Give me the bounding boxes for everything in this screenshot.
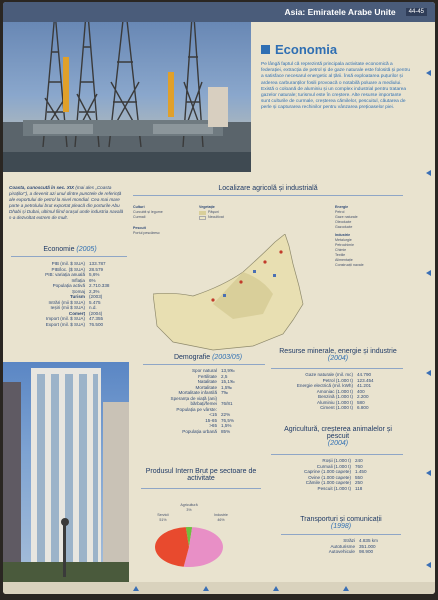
divider bbox=[11, 256, 127, 257]
legend-energie bbox=[335, 205, 364, 268]
stat-label: Curmali (1.000 t) bbox=[316, 463, 351, 469]
caption-text: (mai ales „Coasta piraților”), a devenit azi unul dintre punctele de referință ale exportului de petrol la nivel mondial. Cea mai mare parte a petrolului brut exportat pleacă din porturile Abu Dhabi și Dubai, ultimul fiind orașul unde industria navală s-a dezvoltat extrem de mult. bbox=[9, 185, 124, 220]
legend-item: Gaze naturale bbox=[335, 215, 358, 219]
oil-rig-photo bbox=[3, 2, 251, 172]
stat-value: 1,5% bbox=[221, 423, 232, 428]
stat-label: Turism bbox=[70, 294, 85, 299]
page-number: 44-45 bbox=[406, 8, 427, 16]
legend-item: Petrochimie bbox=[335, 243, 354, 247]
transport-year: (1998) bbox=[330, 523, 352, 530]
transport-title bbox=[283, 516, 399, 530]
economie-year: (2005) bbox=[76, 246, 97, 253]
stat-value: 580 bbox=[357, 399, 365, 405]
stat-value: 760 bbox=[355, 463, 363, 469]
legend-industrie-title: Industrie bbox=[335, 233, 351, 237]
stat-value: 351.000 bbox=[359, 543, 376, 549]
pie-value-label: 51% bbox=[159, 518, 167, 522]
resurse-year: (2004) bbox=[327, 355, 349, 362]
legend-item: Curmali bbox=[133, 215, 146, 219]
divider bbox=[271, 454, 403, 455]
skyscraper-photo bbox=[3, 362, 129, 588]
legend-energie-title: Energie bbox=[335, 205, 349, 209]
economy-heading bbox=[261, 42, 337, 57]
stat-value: 28.579 bbox=[89, 266, 104, 272]
stat-label: Energie electrică (mil. kWh) bbox=[296, 383, 353, 388]
agricultura-title-label: Agricultură, creșterea animalelor și pescuit bbox=[284, 426, 392, 440]
stat-value: 4.835 km bbox=[359, 538, 378, 543]
stat-label: Șomaj bbox=[71, 288, 85, 294]
page-header bbox=[3, 2, 435, 22]
transport-table bbox=[309, 538, 399, 555]
stat-label: Cămile (1.000 capete) bbox=[305, 480, 351, 485]
economie-title bbox=[11, 246, 129, 253]
margin-marker bbox=[426, 470, 431, 476]
stat-value: 2,5 bbox=[221, 373, 228, 379]
pie-category-label: Servicii bbox=[157, 513, 169, 517]
bottom-marker bbox=[203, 586, 209, 591]
economie-title-label: Economie bbox=[43, 246, 75, 253]
stat-label: Autovehicule bbox=[328, 549, 355, 554]
stat-value: 76,5% bbox=[221, 417, 235, 423]
stat-row bbox=[273, 486, 391, 492]
stat-label: <15 bbox=[209, 412, 217, 417]
stat-label: PIB (mil. $ SUA) bbox=[51, 261, 85, 266]
legend-item-label: Necultivat bbox=[208, 215, 224, 219]
stat-value: 15,1‰ bbox=[221, 379, 235, 384]
legend-item: Curcubit și legume bbox=[133, 210, 163, 214]
stat-label: Fertilitate bbox=[198, 373, 217, 379]
stat-label: Benzină (1.000 t) bbox=[318, 394, 353, 399]
stat-label: Export (mil. $ SUA) bbox=[45, 321, 85, 327]
stat-label: Populația pe vârste: bbox=[176, 406, 217, 412]
economy-heading-label: Economia bbox=[275, 42, 338, 57]
stat-label: Speranța de viață (ani) bbox=[170, 395, 217, 401]
stat-label: Străzi bbox=[343, 538, 355, 543]
stat-label: Intrări (mii $ SUA) bbox=[48, 299, 85, 305]
stat-value: 5,6% bbox=[89, 272, 100, 277]
divider bbox=[271, 368, 403, 369]
economy-text: Pe lângă faptul că reprezintă principala activitate economică a federației, extracția de petrol și de gaze naturale este folosită și pentru a satisface necesarul energetic al țării. Însă exploatarea puțurilor și arderea carburanților fosili provoacă o notabilă poluare a mediului. Există o coloană de aluminiu și un complex industrial pentru tratarea gazelor naturale; turismul este în creștere. Alte resurse importante sunt culturile de curmale, creșterea cămilelor, pescuitul, căutarea de perle și capturarea rechinilor pentru vânzarea prețioaselor piei. bbox=[261, 62, 411, 111]
legend-item bbox=[199, 215, 224, 220]
margin-marker bbox=[426, 170, 431, 176]
stat-row bbox=[11, 322, 127, 328]
legend-vegetatie-title: Vegetație bbox=[199, 205, 215, 209]
stat-value: 2.710.338 bbox=[89, 283, 110, 288]
uncultivated-swatch bbox=[199, 216, 206, 220]
stat-value: (2004) bbox=[89, 310, 103, 316]
stat-value: 44.790 bbox=[357, 372, 372, 377]
pie-slice bbox=[155, 527, 189, 567]
divider bbox=[141, 488, 261, 489]
skyscraper-illustration bbox=[3, 362, 129, 588]
stat-value: 2.200 bbox=[357, 394, 369, 399]
legend-vegetatie bbox=[199, 205, 224, 220]
legend-item: Oleoducte bbox=[335, 220, 352, 224]
stat-label: Petrol (1.000 t) bbox=[322, 377, 353, 383]
stat-value: 123.454 bbox=[357, 377, 374, 383]
legend-pescuit-title: Pescuit bbox=[133, 226, 146, 230]
economie-table bbox=[11, 261, 127, 327]
legend-item: Metalurgie bbox=[335, 238, 352, 242]
legend-item: Chimie bbox=[335, 248, 347, 252]
stat-value: 1,5‰ bbox=[221, 384, 232, 390]
stat-value: 550 bbox=[355, 474, 363, 480]
pasture-swatch bbox=[199, 211, 206, 215]
stat-value: 13,9‰ bbox=[221, 368, 235, 373]
pie-value-label: 46% bbox=[217, 518, 225, 522]
divider bbox=[143, 364, 265, 365]
divider bbox=[281, 534, 401, 535]
stat-value: 1.450 bbox=[355, 469, 367, 474]
bottom-strip bbox=[3, 582, 435, 594]
stat-value: 5.475 bbox=[89, 299, 101, 305]
stat-label: Mortalitate infantilă bbox=[178, 390, 217, 395]
stat-label: Aluminiu (1.000 t) bbox=[316, 399, 353, 405]
stat-value: 400 bbox=[357, 388, 365, 394]
legend-item: Gazoducte bbox=[335, 225, 353, 229]
resurse-title bbox=[273, 348, 403, 362]
stat-label: Caprine (1.000 capete) bbox=[304, 469, 351, 474]
demografie-title-label: Demografie bbox=[173, 354, 211, 361]
legend-culturi bbox=[133, 205, 163, 236]
oil-rig-illustration bbox=[3, 2, 251, 172]
agricultura-table bbox=[273, 458, 391, 491]
pib-pie-chart bbox=[141, 492, 261, 582]
photo-caption bbox=[9, 185, 127, 221]
stat-value: 98.900 bbox=[359, 549, 374, 554]
stat-label: Populația activă bbox=[52, 283, 85, 288]
stat-label: PIB: variația anuală bbox=[45, 272, 85, 277]
stat-row bbox=[141, 429, 261, 435]
stat-label: Populația urbană bbox=[182, 428, 217, 434]
stat-label: Ciment (1.000 t) bbox=[320, 405, 353, 410]
chapter-title: Asia: Emiratele Arabe Unite bbox=[284, 7, 396, 17]
uae-map bbox=[153, 234, 333, 352]
stat-row bbox=[261, 405, 395, 411]
stat-value: 76/81 bbox=[221, 401, 233, 406]
stat-label: bărbați/femei bbox=[190, 401, 217, 406]
stat-label: >65 bbox=[209, 423, 217, 428]
stat-label: Ieșiri (mii $ SUA) bbox=[50, 305, 85, 310]
section-square-icon bbox=[261, 45, 270, 54]
stat-value: 6% bbox=[89, 277, 96, 283]
stat-value: 47.355 bbox=[89, 316, 104, 321]
pie-category-label: Agricultură bbox=[180, 503, 198, 507]
caption-lead: Coasta, cunoscută în sec. XIX bbox=[9, 185, 75, 190]
stat-label: Roșii (1.000 t) bbox=[322, 458, 351, 463]
stat-label: Gaze naturale (mil. mc) bbox=[305, 372, 353, 377]
atlas-page bbox=[3, 2, 435, 594]
margin-marker bbox=[426, 70, 431, 76]
stat-label: Mortalitate bbox=[195, 384, 217, 390]
stat-label: Natalitate bbox=[197, 379, 217, 384]
bottom-marker bbox=[273, 586, 279, 591]
stat-value: 7‰ bbox=[221, 390, 229, 395]
agricultura-title bbox=[273, 426, 403, 447]
stat-value: 41.201 bbox=[357, 383, 372, 388]
margin-marker bbox=[426, 370, 431, 376]
stat-label: PIB/loc. ($ SUA) bbox=[51, 266, 85, 272]
stat-value: 2,3% bbox=[89, 288, 100, 294]
margin-markers bbox=[411, 22, 435, 594]
stat-value: 85% bbox=[221, 428, 231, 434]
legend-item: Construcții navale bbox=[335, 263, 364, 267]
stat-label: 15-65 bbox=[205, 417, 217, 423]
resurse-title-label: Resurse minerale, energie și industrie bbox=[279, 348, 397, 355]
stat-label: Pescuit (1.000 t) bbox=[317, 485, 351, 491]
demografie-year: (2003/05) bbox=[212, 354, 243, 361]
stat-label: Amoniac (1.000 t) bbox=[316, 388, 353, 394]
pib-title: Produsul Intern Brut pe sectoare de activitate bbox=[145, 468, 257, 482]
stat-label: Inflația bbox=[71, 277, 85, 283]
stat-value: 22% bbox=[221, 412, 231, 417]
legend-item: Textile bbox=[335, 253, 346, 257]
stat-value: 76.500 bbox=[89, 321, 104, 327]
stat-label: Spor natural bbox=[191, 368, 217, 373]
stat-value: (2003) bbox=[89, 294, 103, 299]
transport-title-label: Transporturi și comunicații bbox=[300, 516, 382, 523]
legend-item-label: Păşuni bbox=[208, 210, 219, 214]
stat-value: 250 bbox=[355, 480, 363, 485]
stat-row bbox=[309, 549, 399, 555]
stat-value: n.d. bbox=[89, 305, 97, 310]
bottom-marker bbox=[133, 586, 139, 591]
demografie-title bbox=[153, 354, 263, 361]
stat-label: Ovine (1.000 capete) bbox=[308, 474, 351, 480]
legend-culturi-title: Culturi bbox=[133, 205, 145, 209]
stat-value: 133.787 bbox=[89, 261, 106, 266]
pie-value-label: 3% bbox=[186, 508, 192, 512]
legend-item: Portul pescăresc bbox=[133, 231, 160, 235]
stat-value: 240 bbox=[355, 458, 363, 463]
divider bbox=[133, 195, 403, 196]
resurse-table bbox=[261, 372, 395, 411]
demografie-table bbox=[141, 368, 261, 434]
legend-item: Petrol bbox=[335, 210, 345, 214]
agricultura-year: (2004) bbox=[327, 440, 349, 447]
stat-label: Import (mil. $ SUA) bbox=[45, 316, 85, 321]
margin-marker bbox=[426, 270, 431, 276]
pie-category-label: Industrie bbox=[214, 513, 228, 517]
margin-marker bbox=[426, 562, 431, 568]
legend-item: Alimentație bbox=[335, 258, 353, 262]
stat-label: Comerț bbox=[68, 310, 85, 316]
stat-label: Autoturisme bbox=[330, 543, 355, 549]
map-title: Localizare agricolă și industrială bbox=[218, 185, 318, 192]
stat-value: 118 bbox=[355, 485, 363, 491]
stat-value: 6.800 bbox=[357, 405, 369, 410]
bottom-marker bbox=[343, 586, 349, 591]
